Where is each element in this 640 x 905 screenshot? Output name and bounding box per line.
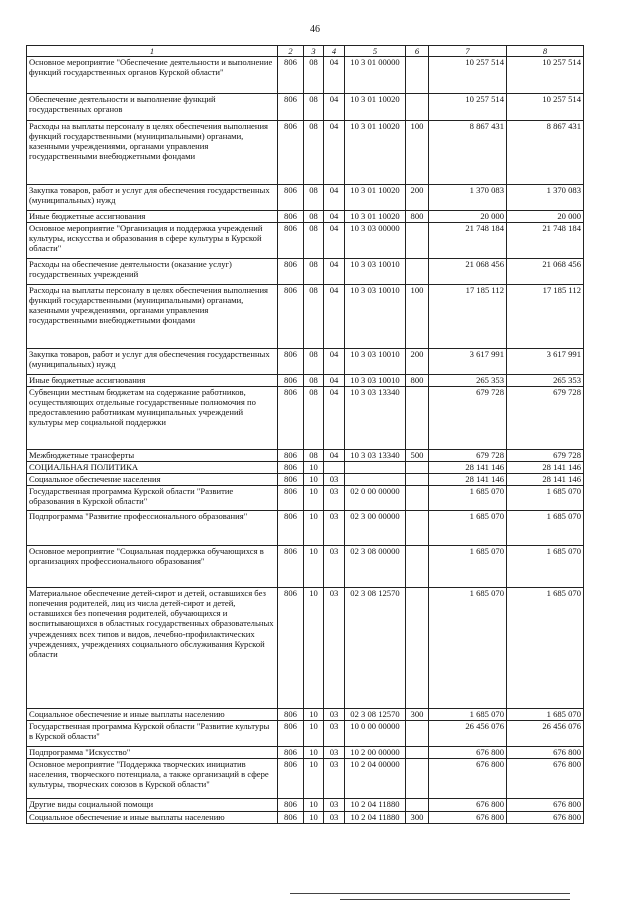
row-value-cell: 03 — [324, 588, 345, 709]
row-value-cell: 676 800 — [429, 759, 507, 799]
header-cell: 7 — [429, 46, 507, 57]
table-row — [27, 223, 584, 259]
row-value-cell: 200 — [406, 349, 429, 375]
row-value-cell: 806 — [278, 486, 304, 511]
row-name-cell: Расходы на обеспечение деятельности (оказание услуг) государственных учреждений — [27, 259, 278, 285]
row-value-cell: 676 800 — [507, 747, 584, 759]
row-value-cell: 03 — [324, 474, 345, 486]
row-value-cell: 03 — [324, 486, 345, 511]
row-value-cell: 10 3 01 10020 — [345, 211, 406, 223]
row-value-cell: 806 — [278, 474, 304, 486]
table-row — [27, 511, 584, 546]
row-value-cell — [406, 57, 429, 94]
row-name-cell: Расходы на выплаты персоналу в целях обеспечения выполнения функций государственными (муниципальными) органами, казенными учреждениями, органами управления государственными внебюджетными фондами — [27, 121, 278, 185]
row-value-cell: 3 617 991 — [429, 349, 507, 375]
row-value-cell: 10 — [304, 486, 324, 511]
row-value-cell: 10 — [304, 709, 324, 721]
row-value-cell: 806 — [278, 349, 304, 375]
row-value-cell: 02 3 08 00000 — [345, 546, 406, 588]
row-name-cell: Государственная программа Курской области "Развитие образования в Курской области" — [27, 486, 278, 511]
row-value-cell: 10 3 01 10020 — [345, 94, 406, 121]
row-value-cell: 10 — [304, 747, 324, 759]
table-row — [27, 759, 584, 799]
table-row — [27, 709, 584, 721]
row-value-cell: 676 800 — [429, 799, 507, 812]
row-value-cell: 28 141 146 — [429, 462, 507, 474]
row-name-cell: Подпрограмма "Искусство" — [27, 747, 278, 759]
row-value-cell: 04 — [324, 121, 345, 185]
row-value-cell: 676 800 — [429, 812, 507, 824]
row-value-cell: 04 — [324, 285, 345, 349]
row-value-cell: 676 800 — [507, 799, 584, 812]
row-value-cell: 04 — [324, 450, 345, 462]
row-value-cell: 800 — [406, 375, 429, 387]
row-value-cell — [406, 747, 429, 759]
row-value-cell — [406, 799, 429, 812]
row-value-cell: 21 748 184 — [429, 223, 507, 259]
row-value-cell: 21 748 184 — [507, 223, 584, 259]
row-value-cell: 08 — [304, 349, 324, 375]
row-value-cell: 10 — [304, 511, 324, 546]
row-value-cell: 806 — [278, 709, 304, 721]
row-value-cell — [406, 223, 429, 259]
row-value-cell: 10 257 514 — [507, 57, 584, 94]
row-value-cell: 676 800 — [429, 747, 507, 759]
row-value-cell: 200 — [406, 185, 429, 211]
row-name-cell: Другие виды социальной помощи — [27, 799, 278, 812]
row-value-cell: 10 2 04 11880 — [345, 812, 406, 824]
row-value-cell: 800 — [406, 211, 429, 223]
row-value-cell: 8 867 431 — [507, 121, 584, 185]
row-name-cell: Материальное обеспечение детей-сирот и детей, оставшихся без попечения родителей, лиц из числа детей-сирот и детей, оставшихся без попечения родителей, обучающихся и воспитывающихся в областных государственных образовательных учреждениях всех типов и видов, лечебно-профилактических учреждениях, учреждениях социального обслуживания Курской области — [27, 588, 278, 709]
row-value-cell — [406, 474, 429, 486]
budget-table — [26, 45, 584, 824]
row-value-cell: 10 3 03 10010 — [345, 259, 406, 285]
row-value-cell: 806 — [278, 285, 304, 349]
header-cell: 8 — [507, 46, 584, 57]
row-value-cell: 02 3 08 12570 — [345, 588, 406, 709]
row-value-cell: 100 — [406, 285, 429, 349]
row-value-cell: 10 3 01 10020 — [345, 121, 406, 185]
row-value-cell — [345, 474, 406, 486]
table-row — [27, 57, 584, 94]
row-value-cell — [406, 511, 429, 546]
row-name-cell: Подпрограмма "Развитие профессионального образования" — [27, 511, 278, 546]
row-value-cell: 03 — [324, 747, 345, 759]
row-value-cell: 20 000 — [507, 211, 584, 223]
row-value-cell: 04 — [324, 223, 345, 259]
row-value-cell: 10 3 03 13340 — [345, 450, 406, 462]
row-value-cell: 03 — [324, 546, 345, 588]
row-value-cell: 679 728 — [507, 387, 584, 450]
row-value-cell: 02 3 08 12570 — [345, 709, 406, 721]
row-value-cell: 806 — [278, 121, 304, 185]
row-value-cell: 10 3 01 10020 — [345, 185, 406, 211]
row-value-cell: 265 353 — [507, 375, 584, 387]
row-value-cell: 679 728 — [507, 450, 584, 462]
row-value-cell: 10 — [304, 721, 324, 747]
row-value-cell: 08 — [304, 285, 324, 349]
row-value-cell: 1 685 070 — [507, 511, 584, 546]
row-value-cell — [345, 462, 406, 474]
row-value-cell: 1 685 070 — [429, 588, 507, 709]
row-name-cell: Основное мероприятие "Поддержка творческих инициатив населения, творческого потенциала, а также организаций в сфере культуры, творческих союзов в Курской области" — [27, 759, 278, 799]
row-value-cell: 100 — [406, 121, 429, 185]
row-name-cell: Обеспечение деятельности и выполнение функций государственных органов — [27, 94, 278, 121]
row-value-cell: 28 141 146 — [507, 474, 584, 486]
table-row — [27, 812, 584, 824]
row-value-cell: 03 — [324, 799, 345, 812]
header-cell: 3 — [304, 46, 324, 57]
row-value-cell: 676 800 — [507, 812, 584, 824]
row-value-cell: 28 141 146 — [429, 474, 507, 486]
row-value-cell: 10 — [304, 474, 324, 486]
row-value-cell: 21 068 456 — [429, 259, 507, 285]
row-value-cell: 806 — [278, 721, 304, 747]
row-value-cell: 1 685 070 — [507, 588, 584, 709]
row-value-cell: 04 — [324, 349, 345, 375]
row-value-cell: 806 — [278, 462, 304, 474]
row-name-cell: Иные бюджетные ассигнования — [27, 375, 278, 387]
row-value-cell: 03 — [324, 709, 345, 721]
row-value-cell: 03 — [324, 812, 345, 824]
row-value-cell: 806 — [278, 211, 304, 223]
row-value-cell: 10 — [304, 462, 324, 474]
row-value-cell: 806 — [278, 387, 304, 450]
footer-rule — [290, 893, 570, 894]
table-row — [27, 349, 584, 375]
row-name-cell: Межбюджетные трансферты — [27, 450, 278, 462]
row-value-cell: 806 — [278, 375, 304, 387]
row-value-cell: 03 — [324, 511, 345, 546]
row-value-cell: 08 — [304, 223, 324, 259]
row-name-cell: Социальное обеспечение и иные выплаты населению — [27, 812, 278, 824]
row-value-cell: 08 — [304, 450, 324, 462]
table-row — [27, 375, 584, 387]
row-name-cell: Социальное обеспечение населения — [27, 474, 278, 486]
row-value-cell: 1 370 083 — [507, 185, 584, 211]
row-value-cell: 10 3 03 00000 — [345, 223, 406, 259]
row-value-cell: 10 3 03 10010 — [345, 285, 406, 349]
row-value-cell: 1 685 070 — [429, 546, 507, 588]
row-value-cell: 26 456 076 — [507, 721, 584, 747]
row-value-cell: 10 2 04 00000 — [345, 759, 406, 799]
header-row — [27, 46, 584, 57]
row-name-cell: Основное мероприятие "Социальная поддержка обучающихся в организациях профессионального образования" — [27, 546, 278, 588]
row-value-cell: 21 068 456 — [507, 259, 584, 285]
header-cell: 1 — [27, 46, 278, 57]
row-value-cell: 1 685 070 — [507, 709, 584, 721]
row-value-cell — [406, 486, 429, 511]
row-value-cell: 10 257 514 — [507, 94, 584, 121]
row-value-cell — [406, 546, 429, 588]
row-value-cell: 676 800 — [507, 759, 584, 799]
row-value-cell: 806 — [278, 511, 304, 546]
row-value-cell: 17 185 112 — [429, 285, 507, 349]
row-value-cell: 08 — [304, 121, 324, 185]
table-row — [27, 259, 584, 285]
row-value-cell: 10 2 00 00000 — [345, 747, 406, 759]
row-value-cell: 806 — [278, 812, 304, 824]
row-name-cell: Расходы на выплаты персоналу в целях обеспечения выполнения функций государственными (муниципальными) органами, казенными учреждениями, органами управления государственными внебюджетными фондами — [27, 285, 278, 349]
row-value-cell — [406, 588, 429, 709]
row-name-cell: Закупка товаров, работ и услуг для обеспечения государственных (муниципальных) нужд — [27, 349, 278, 375]
table-row — [27, 121, 584, 185]
table-row — [27, 546, 584, 588]
row-value-cell: 08 — [304, 94, 324, 121]
row-value-cell: 500 — [406, 450, 429, 462]
row-value-cell: 08 — [304, 259, 324, 285]
row-value-cell: 10 — [304, 588, 324, 709]
row-value-cell — [406, 94, 429, 121]
row-name-cell: Закупка товаров, работ и услуг для обеспечения государственных (муниципальных) нужд — [27, 185, 278, 211]
row-value-cell: 04 — [324, 259, 345, 285]
row-name-cell: Основное мероприятие "Обеспечение деятельности и выполнение функций государственных органов Курской области" — [27, 57, 278, 94]
row-name-cell: Государственная программа Курской области "Развитие культуры в Курской области" — [27, 721, 278, 747]
row-value-cell: 04 — [324, 57, 345, 94]
row-value-cell: 03 — [324, 759, 345, 799]
header-cell: 6 — [406, 46, 429, 57]
table-row — [27, 588, 584, 709]
row-value-cell: 1 370 083 — [429, 185, 507, 211]
table-row — [27, 285, 584, 349]
row-value-cell: 08 — [304, 387, 324, 450]
row-value-cell: 02 3 00 00000 — [345, 511, 406, 546]
row-value-cell — [406, 721, 429, 747]
table-row — [27, 387, 584, 450]
table-row — [27, 486, 584, 511]
row-value-cell: 10 — [304, 759, 324, 799]
table-row — [27, 747, 584, 759]
table-row — [27, 450, 584, 462]
row-value-cell: 806 — [278, 57, 304, 94]
row-value-cell: 10 3 03 10010 — [345, 349, 406, 375]
row-value-cell: 08 — [304, 185, 324, 211]
row-name-cell: Иные бюджетные ассигнования — [27, 211, 278, 223]
row-value-cell: 03 — [324, 721, 345, 747]
row-value-cell: 08 — [304, 211, 324, 223]
row-value-cell: 806 — [278, 759, 304, 799]
row-value-cell: 10 257 514 — [429, 94, 507, 121]
row-value-cell: 265 353 — [429, 375, 507, 387]
row-value-cell: 806 — [278, 799, 304, 812]
row-value-cell — [406, 759, 429, 799]
row-value-cell — [324, 462, 345, 474]
row-value-cell: 17 185 112 — [507, 285, 584, 349]
header-cell: 2 — [278, 46, 304, 57]
row-value-cell: 10 2 04 11880 — [345, 799, 406, 812]
row-value-cell: 1 685 070 — [429, 511, 507, 546]
table-row — [27, 721, 584, 747]
row-value-cell: 679 728 — [429, 387, 507, 450]
row-value-cell: 1 685 070 — [429, 709, 507, 721]
row-value-cell: 04 — [324, 375, 345, 387]
row-name-cell: СОЦИАЛЬНАЯ ПОЛИТИКА — [27, 462, 278, 474]
row-name-cell: Социальное обеспечение и иные выплаты населению — [27, 709, 278, 721]
row-value-cell: 806 — [278, 259, 304, 285]
table-row — [27, 462, 584, 474]
row-value-cell: 300 — [406, 709, 429, 721]
row-value-cell: 28 141 146 — [507, 462, 584, 474]
row-value-cell: 679 728 — [429, 450, 507, 462]
row-value-cell: 10 3 03 10010 — [345, 375, 406, 387]
row-value-cell — [406, 462, 429, 474]
row-value-cell: 26 456 076 — [429, 721, 507, 747]
table-row — [27, 474, 584, 486]
row-value-cell: 10 257 514 — [429, 57, 507, 94]
row-value-cell: 20 000 — [429, 211, 507, 223]
row-value-cell: 806 — [278, 94, 304, 121]
page-number: 46 — [310, 24, 320, 35]
row-value-cell: 04 — [324, 185, 345, 211]
row-value-cell: 10 — [304, 799, 324, 812]
row-value-cell: 1 685 070 — [429, 486, 507, 511]
row-value-cell: 806 — [278, 747, 304, 759]
table-row — [27, 211, 584, 223]
row-value-cell: 04 — [324, 211, 345, 223]
row-value-cell: 806 — [278, 223, 304, 259]
row-value-cell — [406, 387, 429, 450]
row-value-cell: 04 — [324, 387, 345, 450]
row-value-cell: 10 3 03 13340 — [345, 387, 406, 450]
row-value-cell: 02 0 00 00000 — [345, 486, 406, 511]
row-value-cell: 806 — [278, 450, 304, 462]
row-value-cell: 10 0 00 00000 — [345, 721, 406, 747]
row-name-cell: Основное мероприятие "Организация и поддержка учреждений культуры, искусства и образования в сфере культуры в Курской области" — [27, 223, 278, 259]
row-value-cell: 3 617 991 — [507, 349, 584, 375]
row-value-cell: 300 — [406, 812, 429, 824]
header-cell: 4 — [324, 46, 345, 57]
row-value-cell: 08 — [304, 375, 324, 387]
row-value-cell: 10 3 01 00000 — [345, 57, 406, 94]
row-name-cell: Субвенции местным бюджетам на содержание работников, осуществляющих отдельные государственные полномочия по предоставлению работникам муниципальных учреждений культуры мер социальной поддержки — [27, 387, 278, 450]
table-row — [27, 185, 584, 211]
row-value-cell: 8 867 431 — [429, 121, 507, 185]
row-value-cell: 1 685 070 — [507, 486, 584, 511]
row-value-cell: 1 685 070 — [507, 546, 584, 588]
table-row — [27, 799, 584, 812]
row-value-cell: 04 — [324, 94, 345, 121]
table-row — [27, 94, 584, 121]
row-value-cell: 10 — [304, 546, 324, 588]
header-cell: 5 — [345, 46, 406, 57]
row-value-cell: 806 — [278, 185, 304, 211]
footer-rule-short — [340, 899, 570, 900]
row-value-cell — [406, 259, 429, 285]
row-value-cell: 806 — [278, 546, 304, 588]
row-value-cell: 806 — [278, 588, 304, 709]
row-value-cell: 08 — [304, 57, 324, 94]
row-value-cell: 10 — [304, 812, 324, 824]
